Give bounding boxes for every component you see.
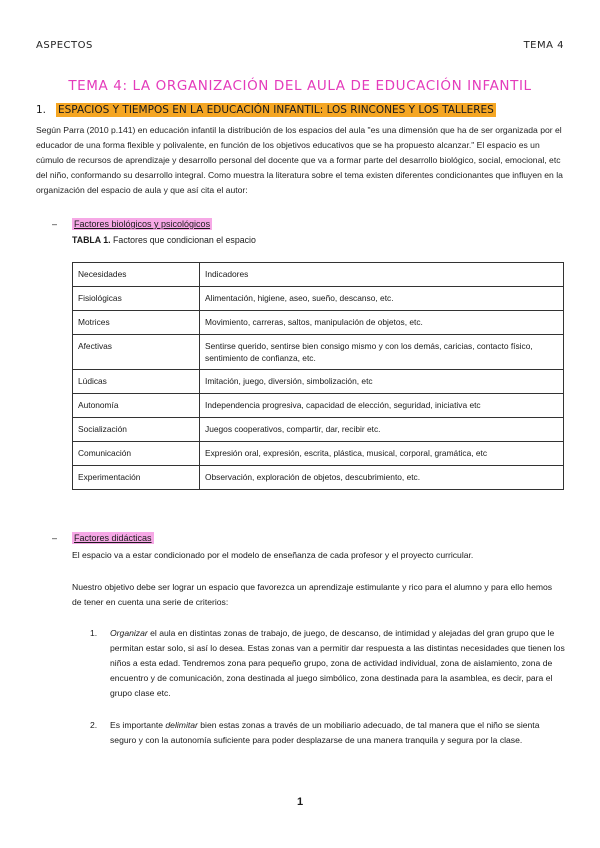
table-row bbox=[73, 287, 564, 311]
table-cell: Autonomía bbox=[73, 394, 200, 418]
list-body: bien estas zonas a través de un mobiliario adecuado, de tal manera que el niño se sienta seguro y con la autonomía suficiente para poder desplazarse de una manera tranquila y segura por la clase. bbox=[110, 720, 540, 745]
factors-table bbox=[72, 262, 564, 490]
list-body: el aula en distintas zonas de trabajo, de juego, de descanso, de intimidad y alejadas del gran grupo que le permitan estar solo, si así lo desea. Estas zonas van a permitir dar respuesta a las distintas necesidades que tienen los niños a esta edad. Tendremos zona para pequeño grupo, zona de actividad individual, zona de aislamiento, zona de encuentro y de comunicación, zona destinada al juego simbólico, zona destinada para la asamblea, es decir, para el grupo clase etc. bbox=[110, 628, 565, 698]
table-header-row bbox=[73, 263, 564, 287]
table-row bbox=[73, 442, 564, 466]
table-cell: Observación, exploración de objetos, descubrimiento, etc. bbox=[200, 466, 564, 490]
caption-text: Factores que condicionan el espacio bbox=[110, 235, 256, 245]
table-cell: Socialización bbox=[73, 418, 200, 442]
caption-bold: TABLA 1. bbox=[72, 235, 111, 245]
intro-paragraph: Según Parra (2010 p.141) en educación infantil la distribución de los espacios del aula "es una dimensión que ha de ser organizada por el educador de una forma flexible y polivalente, en función de los objetivos educativos que se ha propuesto alcanzar." El espacio es un cúmulo de recursos de aprendizaje y desarrollo personal del docente que va a formar parte del desarrollo biológico, social, emocional, etc del niño, conformando su desarrollo integral. Como muestra la literatura sobre el tema existen diferentes condicionantes que influyen en la organización del espacio de aula y que así cita el autor: bbox=[36, 125, 563, 195]
section-title: ESPACIOS Y TIEMPOS EN LA EDUCACIÓN INFANTIL: LOS RINCONES Y LOS TALLERES bbox=[58, 104, 494, 116]
table-row bbox=[73, 335, 564, 370]
table-cell: Motrices bbox=[73, 311, 200, 335]
table-cell: Sentirse querido, sentirse bien consigo mismo y con los demás, caricias, contacto físico, sentimiento de confianza, etc. bbox=[200, 335, 564, 370]
didactic-paragraph: El espacio va a estar condicionado por el modelo de enseñanza de cada profesor y el proyecto curricular. bbox=[72, 550, 474, 560]
header-left: ASPECTOS bbox=[36, 40, 93, 51]
list-number: 2. bbox=[90, 720, 98, 730]
section-number: 1. bbox=[36, 104, 47, 116]
list-item bbox=[90, 718, 568, 748]
table-row bbox=[73, 466, 564, 490]
table-header-cell: Necesidades bbox=[73, 263, 200, 287]
table-cell: Imitación, juego, diversión, simbolización, etc bbox=[200, 370, 564, 394]
list-item-text bbox=[110, 626, 568, 701]
table-cell: Expresión oral, expresión, escrita, plástica, musical, corporal, gramática, etc bbox=[200, 442, 564, 466]
section-heading bbox=[36, 104, 496, 116]
table-header-cell: Indicadores bbox=[200, 263, 564, 287]
subheading-didactic bbox=[52, 533, 154, 543]
list-item-text bbox=[110, 718, 568, 748]
table-cell: Alimentación, higiene, aseo, sueño, descanso, etc. bbox=[200, 287, 564, 311]
table-cell: Comunicación bbox=[73, 442, 200, 466]
list-prefix: Es importante bbox=[110, 720, 166, 730]
table-cell: Movimiento, carreras, saltos, manipulación de objetos, etc. bbox=[200, 311, 564, 335]
table-row bbox=[73, 311, 564, 335]
table-cell: Independencia progresiva, capacidad de elección, seguridad, iniciativa etc bbox=[200, 394, 564, 418]
list-number: 1. bbox=[90, 628, 98, 638]
table-row bbox=[73, 394, 564, 418]
table-cell: Juegos cooperativos, compartir, dar, recibir etc. bbox=[200, 418, 564, 442]
list-emphasis: Organizar bbox=[110, 628, 148, 638]
table-cell: Afectivas bbox=[73, 335, 200, 370]
page-title: TEMA 4: LA ORGANIZACIÓN DEL AULA DE EDUCACIÓN INFANTIL bbox=[68, 78, 532, 94]
subheading-label: Factores biológicos y psicológicos bbox=[74, 219, 211, 229]
bullet-dash: – bbox=[52, 533, 58, 543]
table-row bbox=[73, 418, 564, 442]
table-caption bbox=[72, 235, 256, 245]
table-cell: Experimentación bbox=[73, 466, 200, 490]
table-cell: Fisiológicas bbox=[73, 287, 200, 311]
table-cell: Lúdicas bbox=[73, 370, 200, 394]
list-emphasis: delimitar bbox=[165, 720, 198, 730]
header-right: TEMA 4 bbox=[523, 40, 564, 51]
page-number: 1 bbox=[296, 796, 304, 808]
objective-paragraph: Nuestro objetivo debe ser lograr un espacio que favorezca un aprendizaje estimulante y rico para el alumno y para ello hemos de tener en cuenta una serie de criterios: bbox=[72, 582, 553, 607]
subheading-biological bbox=[52, 219, 212, 229]
list-item bbox=[90, 626, 568, 701]
subheading-label: Factores didácticas bbox=[74, 533, 152, 543]
table-row bbox=[73, 370, 564, 394]
bullet-dash: – bbox=[52, 219, 58, 229]
